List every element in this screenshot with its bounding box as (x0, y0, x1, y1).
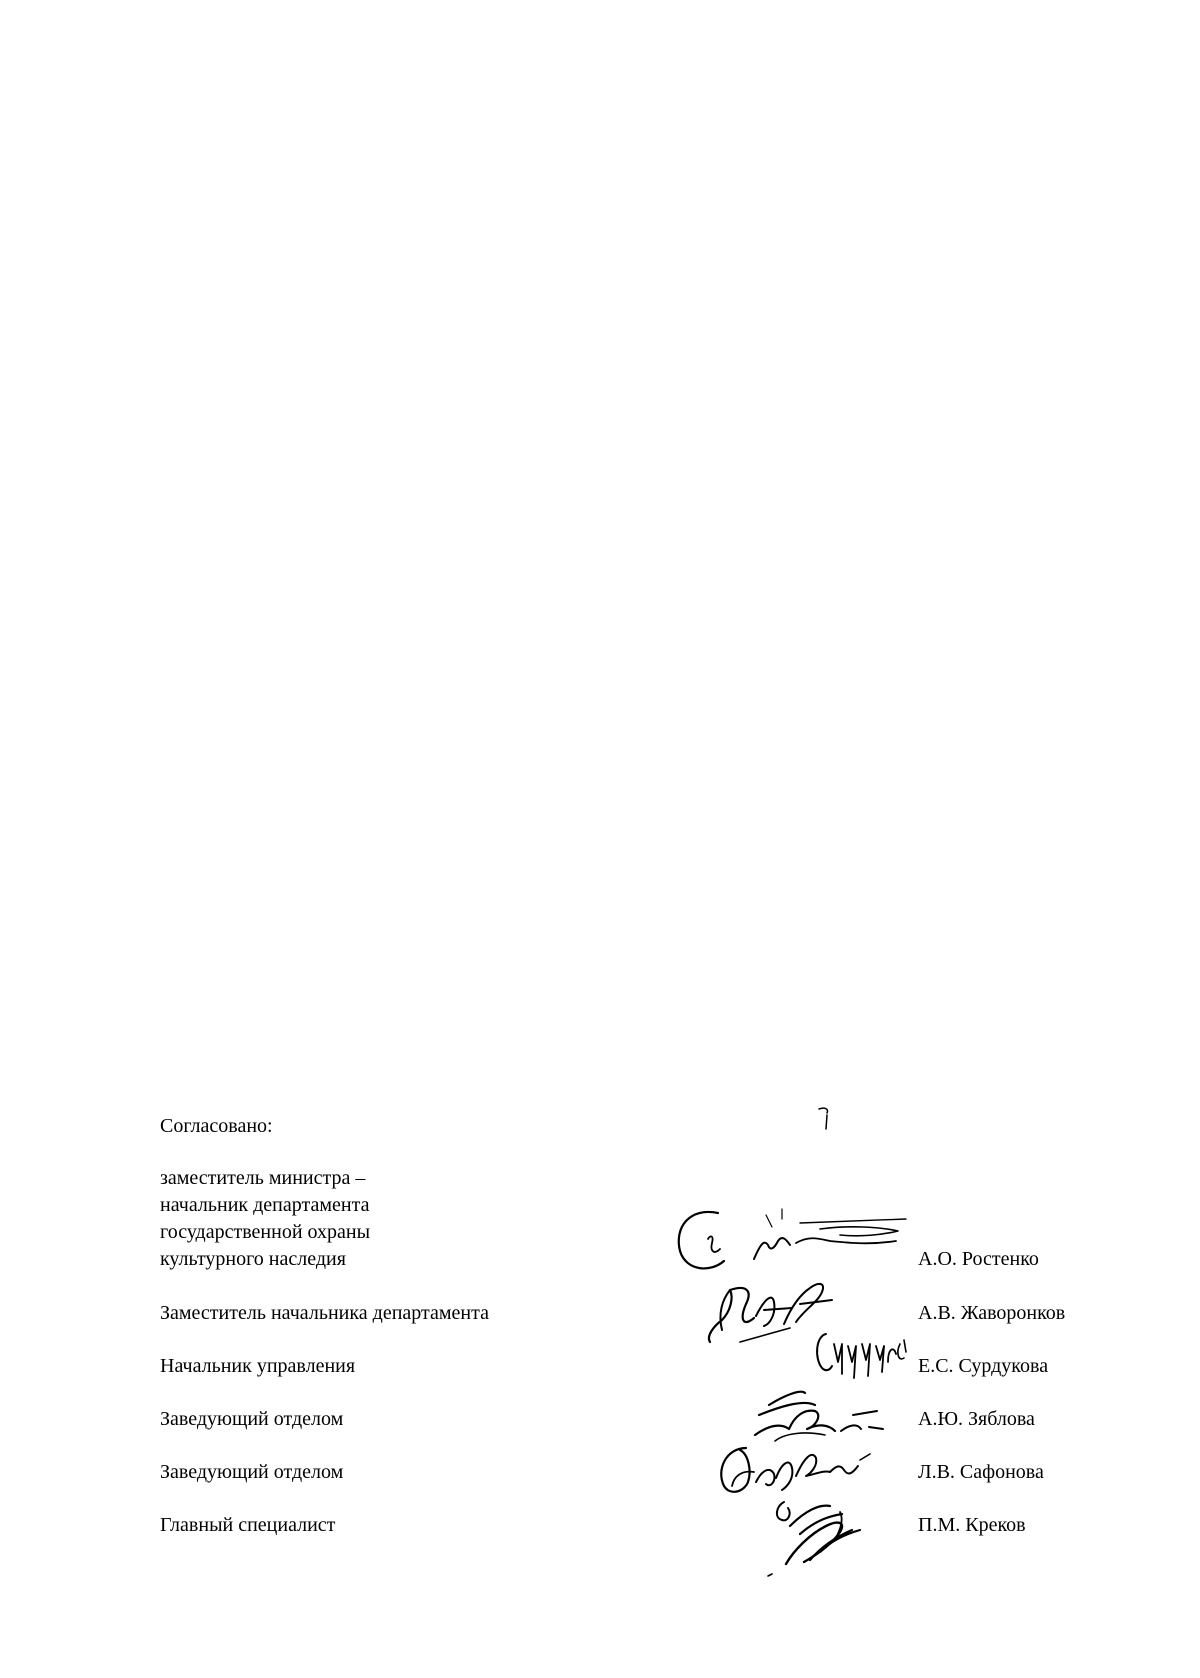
approver-1-position-line-3: государственной охраны (160, 1221, 371, 1243)
approver-3-position: Начальник управления (160, 1355, 356, 1377)
approver-1-name: А.О. Ростенко (918, 1248, 1039, 1270)
approver-6-name: П.М. Креков (918, 1514, 1026, 1536)
approver-1-position-line-2: начальник департамента (160, 1194, 370, 1216)
approver-1-position-line-1: заместитель министра – (160, 1167, 366, 1189)
approver-6-position: Главный специалист (160, 1514, 336, 1536)
approver-1-position-line-4: культурного наследия (160, 1248, 346, 1270)
approver-3-name: Е.С. Сурдукова (918, 1355, 1049, 1377)
approver-5-name: Л.В. Сафонова (918, 1461, 1044, 1483)
approval-heading: Согласовано: (160, 1115, 273, 1137)
stray-pen-mark (815, 1105, 835, 1135)
signature-krekov (760, 1490, 890, 1580)
approver-5-position: Заведующий отделом (160, 1461, 344, 1483)
approver-4-position: Заведующий отделом (160, 1408, 344, 1430)
approver-2-position: Заместитель начальника департамента (160, 1302, 489, 1324)
approver-2-name: А.В. Жаворонков (918, 1302, 1066, 1324)
approver-4-name: А.Ю. Зяблова (918, 1408, 1035, 1430)
